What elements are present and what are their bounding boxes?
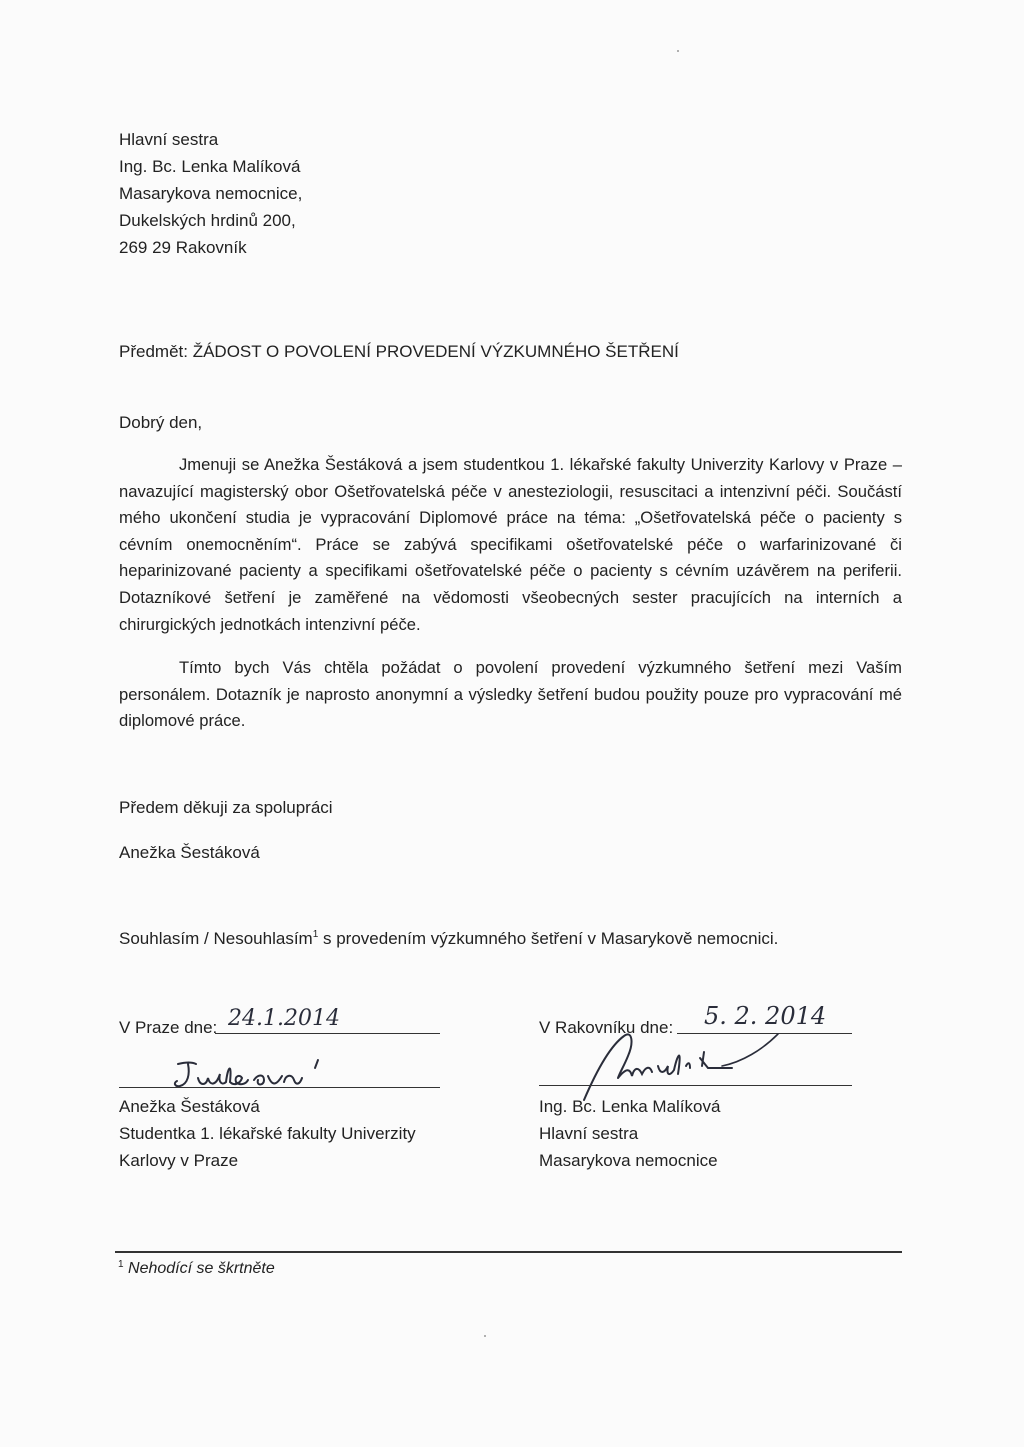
nurse-detail-line: Ing. Bc. Lenka Malíková	[539, 1097, 721, 1116]
nurse-detail-line: Hlavní sestra	[539, 1124, 639, 1143]
right-signature-underline	[539, 1085, 852, 1086]
nurse-signature	[582, 1022, 802, 1102]
body-paragraph-2: Tímto bych Vás chtěla požádat o povolení provedení výzkumného šetření mezi Vaším personálem. Dotazník je naprosto anonymní a výsledky šetření budou použity pouze pro vypracování mé diplomové práce.	[119, 658, 902, 731]
student-details	[119, 1093, 416, 1174]
scan-speck	[484, 1335, 486, 1337]
sender-name: Anežka Šestáková	[119, 843, 260, 862]
recipient-line: Dukelských hrdinů 200,	[119, 211, 296, 230]
consent-text-before: Souhlasím / Nesouhlasím	[119, 929, 313, 948]
footnote-text: Nehodící se škrtněte	[128, 1260, 275, 1277]
recipient-address	[119, 126, 302, 261]
left-handwritten-date: 24.1.2014	[228, 1006, 340, 1031]
right-handwritten-date: 5. 2. 2014	[704, 1002, 827, 1030]
scan-speck	[677, 50, 679, 52]
recipient-line: 269 29 Rakovník	[119, 238, 247, 257]
nurse-detail-line: Masarykova nemocnice	[539, 1151, 718, 1170]
consent-text-after: s provedením výzkumného šetření v Masarykově nemocnici.	[318, 929, 779, 948]
right-place-date-label: V Rakovníku dne:	[539, 1018, 674, 1037]
body-paragraph-1: Jmenuji se Anežka Šestáková a jsem studentkou 1. lékařské fakulty Univerzity Karlovy v Praze – navazující magisterský obor Ošetřovatelská péče v anesteziologii, resuscitaci a intenzivní péči. Součástí mého ukončení studia je vypracování Diplomové práce na téma: „Ošetřovatelská péče o pacienty s cévním onemocněním“. Práce se zabývá specifikami ošetřovatelské péče o warfarinizované či heparinizované pacienty a specifikami ošetřovatelské péče o pacienty s cévním uzávěrem na periferii. Dotazníkové šetření je zaměřené na vědomosti všeobecných sester pracujících na interních a chirurgických jednotkách intenzivní péče.	[119, 455, 902, 634]
footnote-mark: 1	[312, 929, 319, 940]
recipient-line: Ing. Bc. Lenka Malíková	[119, 157, 301, 176]
subject-line: Předmět: ŽÁDOST O POVOLENÍ PROVEDENÍ VÝZKUMNÉHO ŠETŘENÍ	[119, 342, 679, 361]
left-date-underline	[215, 1033, 440, 1034]
consent-statement	[119, 928, 778, 950]
footnote	[118, 1260, 275, 1278]
recipient-line: Hlavní sestra	[119, 130, 219, 149]
nurse-details	[539, 1093, 720, 1174]
recipient-line: Masarykova nemocnice,	[119, 184, 303, 203]
left-place-date-label: V Praze dne:	[119, 1018, 218, 1037]
left-signature-underline	[119, 1087, 440, 1088]
student-detail-line: Karlovy v Praze	[119, 1151, 239, 1170]
student-detail-line: Anežka Šestáková	[119, 1097, 260, 1116]
footnote-number: 1	[118, 1259, 124, 1270]
student-signature	[168, 1056, 338, 1096]
closing-line: Předem děkuji za spolupráci	[119, 798, 333, 817]
student-detail-line: Studentka 1. lékařské fakulty Univerzity	[119, 1124, 416, 1143]
footnote-separator	[115, 1251, 902, 1253]
greeting: Dobrý den,	[119, 413, 203, 432]
